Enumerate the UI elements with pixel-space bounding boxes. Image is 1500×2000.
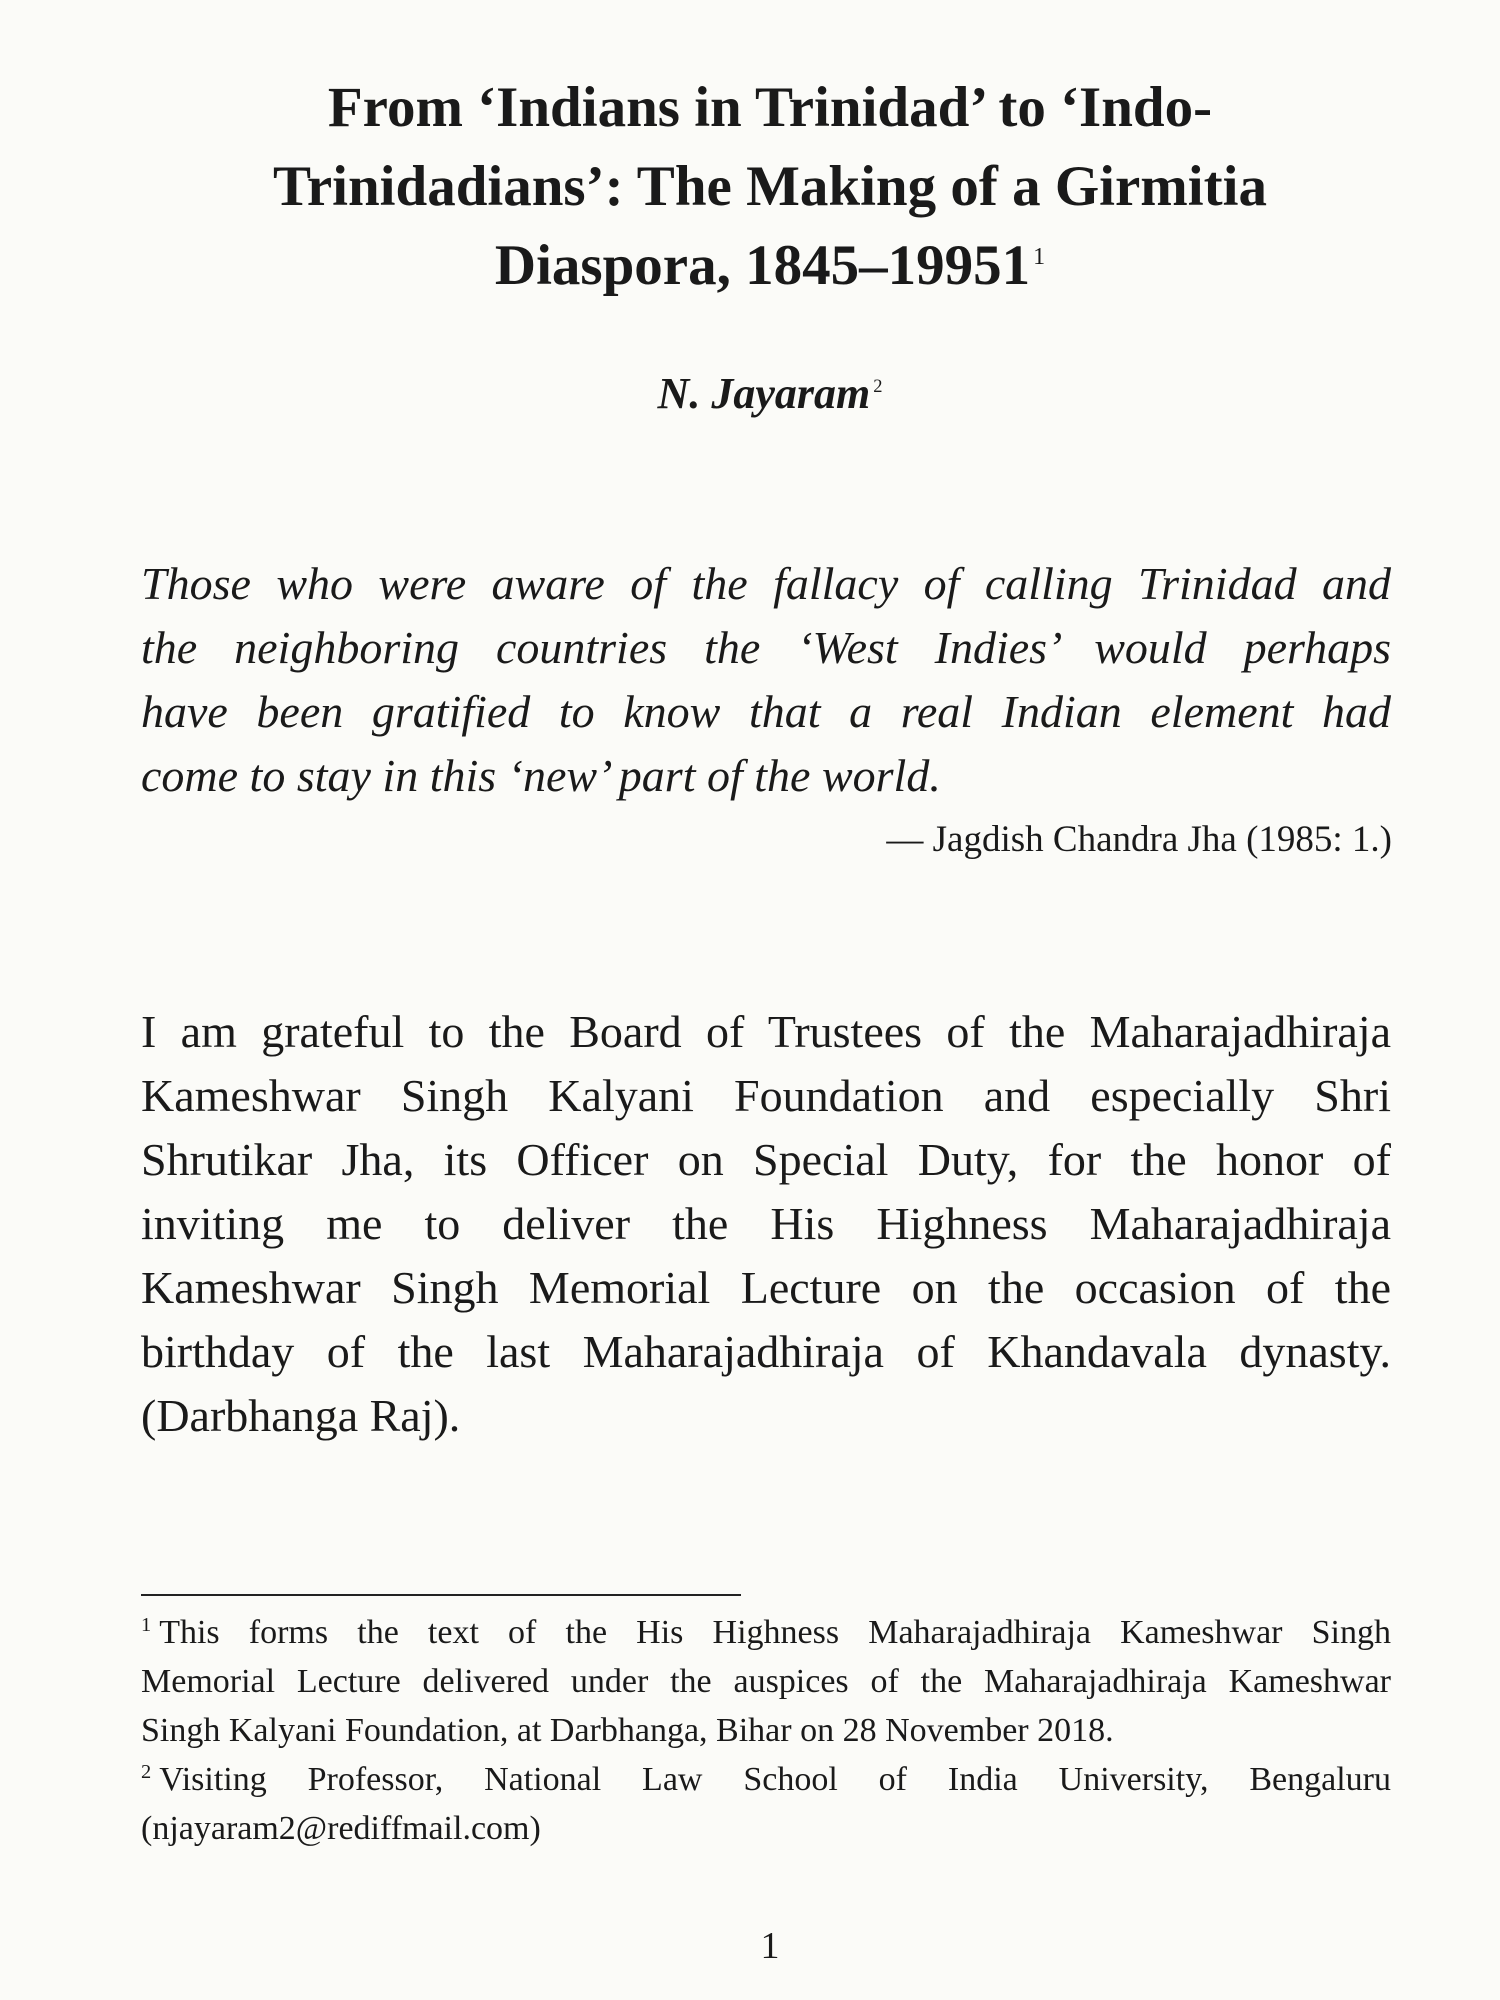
footnote-1-marker: 1 (141, 1613, 152, 1636)
epigraph-line: the neighboring countries the ‘West Indies’ would perhaps (141, 622, 1391, 673)
footnote-2-marker: 2 (141, 1760, 152, 1783)
title-line-3-text: Diaspora, 1845–19951 (494, 234, 1031, 297)
body-line: I am grateful to the Board of Trustees of the Maharajadhiraja (141, 1006, 1391, 1057)
article-title (150, 68, 1390, 305)
epigraph-line: Those who were aware of the fallacy of calling Trinidad and (141, 558, 1391, 609)
author-footnote-marker[interactable]: 2 (873, 376, 883, 397)
body-line: Kameshwar Singh Kalyani Foundation and especially Shri (141, 1070, 1391, 1121)
footnote-1-text: This forms the text of the His Highness Maharajadhiraja Kameshwar Singh (159, 1614, 1391, 1651)
epigraph-quote (141, 552, 1391, 808)
body-line: (Darbhanga Raj). (141, 1390, 461, 1441)
title-line-2: Trinidadians’: The Making of a Girmitia (273, 155, 1267, 218)
footnote-1-line: Singh Kalyani Foundation, at Darbhanga, Bihar on 28 November 2018. (141, 1712, 1114, 1749)
author-name-text: N. Jayaram (657, 369, 871, 418)
title-line-3 (150, 226, 1390, 305)
epigraph-attribution: — Jagdish Chandra Jha (1985: 1.) (886, 819, 1392, 860)
body-line: inviting me to deliver the His Highness Maharajadhiraja (141, 1198, 1391, 1249)
body-line: Kameshwar Singh Memorial Lecture on the occasion of the (141, 1262, 1391, 1313)
body-line: Shrutikar Jha, its Officer on Special Duty, for the honor of (141, 1134, 1391, 1185)
author-name (150, 366, 1390, 422)
footnote-1-line: Memorial Lecture delivered under the auspices of the Maharajadhiraja Kameshwar (141, 1663, 1391, 1700)
footnote-2-line (141, 1755, 1391, 1804)
body-paragraph (141, 1000, 1391, 1448)
page-number: 1 (760, 1925, 780, 1967)
footnote-divider (141, 1594, 741, 1596)
footnote-1-line (141, 1608, 1391, 1657)
epigraph-line: have been gratified to know that a real Indian element had (141, 686, 1391, 737)
footnotes (141, 1608, 1391, 1853)
epigraph-line: come to stay in this ‘new’ part of the world. (141, 750, 941, 801)
body-line: birthday of the last Maharajadhiraja of Khandavala dynasty. (141, 1326, 1391, 1377)
title-line-1: From ‘Indians in Trinidad’ to ‘Indo- (327, 76, 1213, 139)
footnote-2-line: (njayaram2@rediffmail.com) (141, 1810, 541, 1847)
title-footnote-marker[interactable]: 1 (1033, 244, 1046, 270)
footnote-2-text: Visiting Professor, National Law School of India University, Bengaluru (159, 1761, 1391, 1798)
